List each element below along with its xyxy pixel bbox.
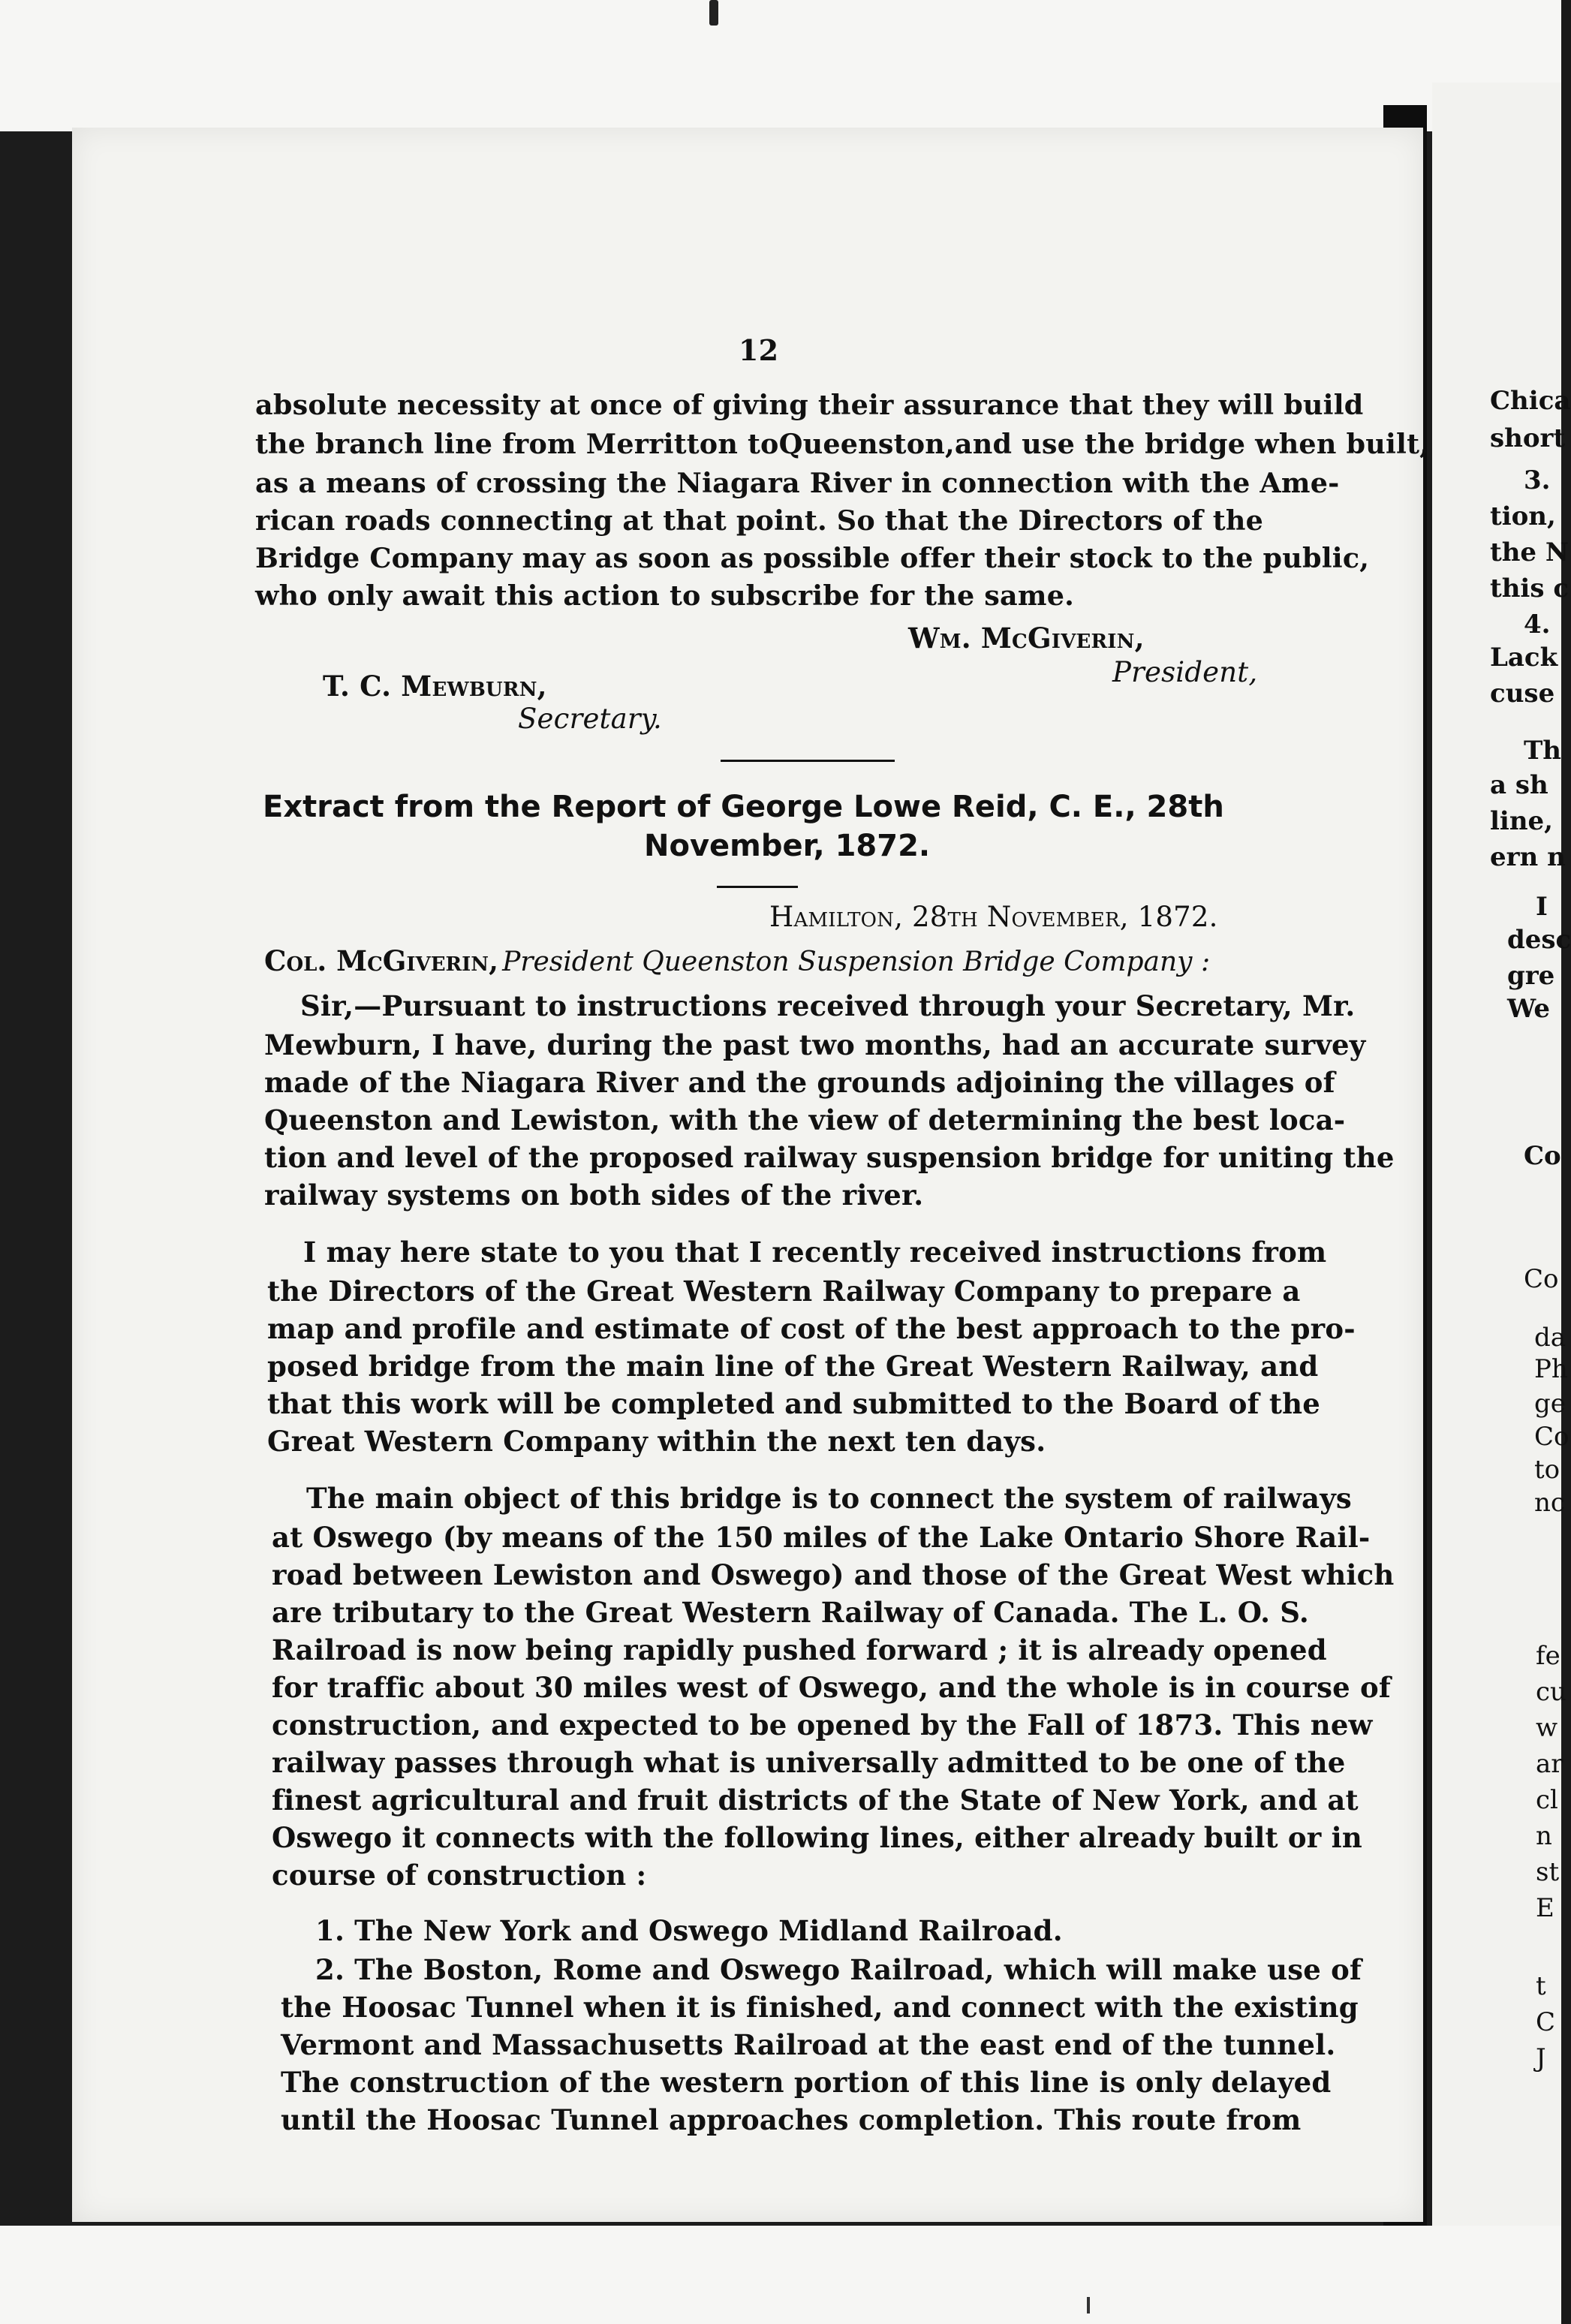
paragraph-line: made of the Niagara River and the grounds adjoining the villages of (264, 1066, 1335, 1099)
list-item: 1. The New York and Oswego Midland Railroad. (315, 1914, 1063, 1947)
list-item-line: the Hoosac Tunnel when it is finished, and connect with the existing (281, 1991, 1359, 2024)
fragment: Co (1524, 1264, 1559, 1294)
dateline: Hamilton, 28th November, 1872. (769, 901, 1218, 933)
paragraph-line: the branch line from Merritton toQueenston,and use the bridge when built, (255, 428, 1430, 460)
heading-rule (717, 886, 798, 888)
list-item-line: until the Hoosac Tunnel approaches completion. This route from (281, 2103, 1302, 2136)
fragment: We (1507, 994, 1551, 1024)
paragraph-line: railway systems on both sides of the river. (264, 1179, 924, 1212)
fragment: J (1536, 2043, 1546, 2073)
addressee-name: Col. McGiverin, (264, 944, 498, 977)
fragment: Ph (1534, 1354, 1568, 1384)
paragraph-line: road between Lewiston and Oswego) and those of the Great West which (272, 1558, 1395, 1591)
paragraph-line: Bridge Company may as soon as possible offer their stock to the public, (255, 542, 1370, 574)
fragment: gre (1507, 961, 1555, 991)
secretary-signature: T. C. Mewburn, (323, 670, 547, 703)
scan-bottom-margin (0, 2226, 1561, 2324)
page-number: 12 (739, 333, 779, 367)
fragment: line, (1490, 806, 1554, 836)
addressee-title: President Queenston Suspension Bridge Company : (502, 947, 1211, 977)
section-rule (721, 760, 895, 762)
fragment: da (1534, 1323, 1566, 1353)
fragment: st (1536, 1857, 1560, 1887)
fragment: 3. (1524, 465, 1551, 495)
paragraph-line: tion and level of the proposed railway suspension bridge for uniting the (264, 1141, 1395, 1174)
fragment: Chica (1490, 386, 1571, 416)
fragment: t (1536, 1971, 1546, 2001)
paragraph-line: Great Western Company within the next ten days. (267, 1425, 1046, 1458)
fragment: Co (1534, 1422, 1569, 1452)
fragment: nc (1534, 1488, 1565, 1518)
paragraph-line: that this work will be completed and submitted to the Board of the (267, 1387, 1320, 1420)
scan-top-mark (709, 0, 718, 26)
addressee (264, 944, 1210, 977)
fragment: fe (1536, 1641, 1560, 1671)
paragraph-line: Oswego it connects with the following lines, either already built or in (272, 1821, 1362, 1854)
paragraph-line: rican roads connecting at that point. So that the Directors of the (255, 504, 1263, 537)
fragment: I (1536, 892, 1548, 922)
paragraph-line: for traffic about 30 miles west of Oswego, and the whole is in course of (272, 1671, 1391, 1704)
paragraph-line: The main object of this bridge is to connect the system of railways (306, 1482, 1352, 1515)
paragraph-line: are tributary to the Great Western Railway of Canada. The L. O. S. (272, 1596, 1309, 1629)
fragment: E (1536, 1893, 1554, 1923)
list-item-line: Vermont and Massachusetts Railroad at the east end of the tunnel. (281, 2028, 1336, 2061)
paragraph-line: map and profile and estimate of cost of the best approach to the pro- (267, 1312, 1356, 1345)
paragraph-line: posed bridge from the main line of the Great Western Railway, and (267, 1350, 1319, 1383)
paragraph-line: railway passes through what is universally admitted to be one of the (272, 1746, 1346, 1779)
paragraph-line: who only await this action to subscribe for the same. (255, 579, 1075, 612)
paragraph-line: as a means of crossing the Niagara River in connection with the Ame- (255, 467, 1340, 499)
fragment: Lack (1490, 643, 1558, 673)
fragment: tion, (1490, 501, 1556, 531)
list-item: 2. The Boston, Rome and Oswego Railroad, which will make use of (315, 1953, 1362, 1986)
secretary-title: Secretary. (518, 703, 662, 735)
fragment: desc (1507, 925, 1571, 955)
paragraph-line: Queenston and Lewiston, with the view of determining the best loca- (264, 1103, 1346, 1136)
section-heading-date: November, 1872. (644, 829, 931, 863)
paragraph-line: construction, and expected to be opened by the Fall of 1873. This new (272, 1708, 1373, 1741)
fragment: short (1490, 423, 1566, 453)
scan-top-margin (0, 0, 1561, 131)
fragment: this c (1490, 573, 1569, 604)
fragment: 4. (1524, 610, 1551, 640)
paragraph-line: Mewburn, I have, during the past two months, had an accurate survey (264, 1028, 1366, 1061)
list-item-line: The construction of the western portion of this line is only delayed (281, 2066, 1332, 2099)
fragment: to (1534, 1455, 1560, 1485)
fragment: the N (1490, 537, 1569, 567)
fragment: a sh (1490, 770, 1548, 800)
president-signature: Wm. McGiverin, (908, 622, 1145, 655)
fragment: Th (1524, 736, 1562, 766)
fragment: w (1536, 1713, 1558, 1743)
fragment: cl (1536, 1785, 1558, 1815)
paragraph-line: finest agricultural and fruit districts of the State of New York, and at (272, 1784, 1359, 1817)
fragment: ern n (1490, 842, 1566, 872)
paragraph-line: I may here state to you that I recently received instructions from (303, 1236, 1327, 1269)
paragraph-line: Railroad is now being rapidly pushed forward ; it is already opened (272, 1633, 1327, 1666)
fragment: C (1536, 2007, 1556, 2037)
fragment: Co (1524, 1141, 1561, 1171)
fragment: n (1536, 1821, 1552, 1851)
section-heading: Extract from the Report of George Lowe Reid, C. E., 28th (263, 790, 1224, 824)
paragraph-line: Sir,—Pursuant to instructions received through your Secretary, Mr. (300, 989, 1356, 1022)
paragraph-line: absolute necessity at once of giving their assurance that they will build (255, 389, 1364, 421)
president-title: President, (1112, 656, 1258, 688)
paragraph-line: the Directors of the Great Western Railway Company to prepare a (267, 1275, 1301, 1308)
fragment: cuse (1490, 679, 1555, 709)
paragraph-line: at Oswego (by means of the 150 miles of the Lake Ontario Shore Rail- (272, 1521, 1371, 1554)
paragraph-line: course of construction : (272, 1859, 647, 1892)
fragment: cu (1536, 1677, 1566, 1707)
fragment: ge (1534, 1389, 1566, 1419)
scan-bottom-mark (1087, 2297, 1090, 2313)
fragment: ar (1536, 1749, 1563, 1779)
